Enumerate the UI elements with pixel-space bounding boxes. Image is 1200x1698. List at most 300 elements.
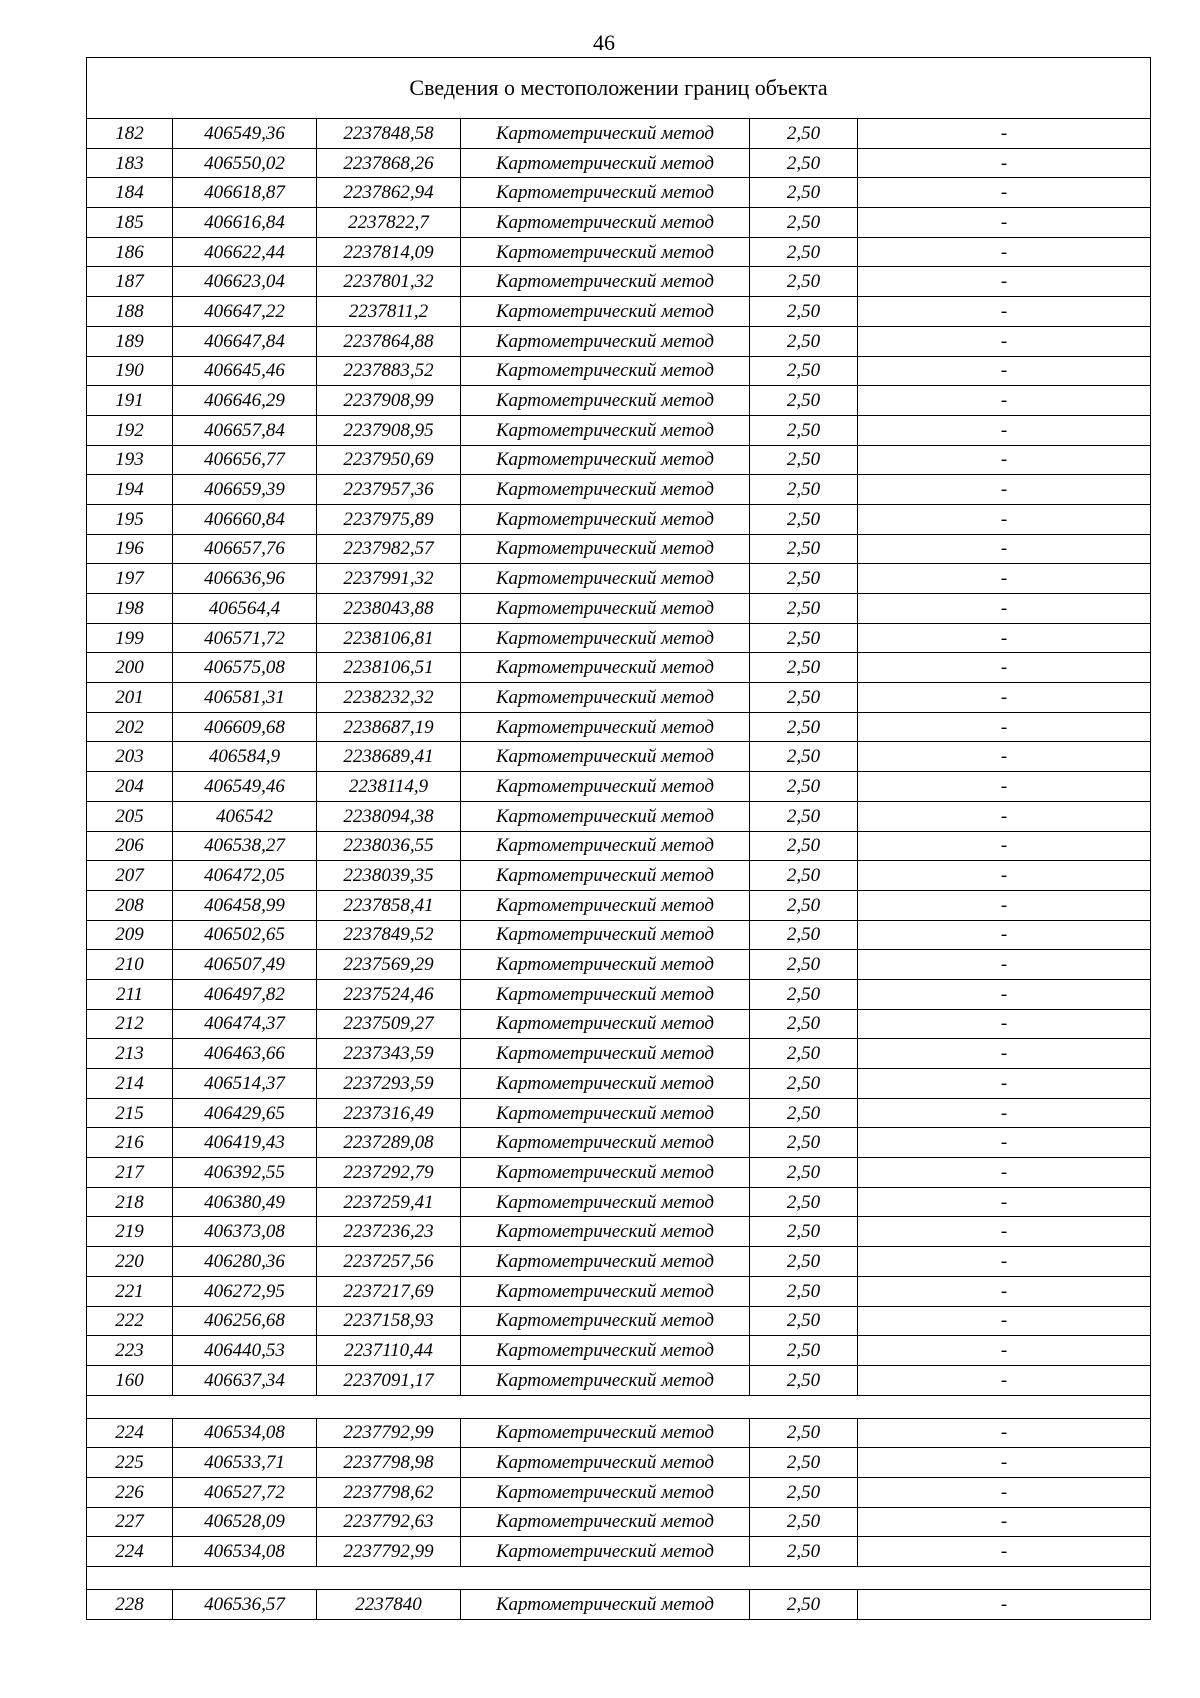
accuracy-cell: 2,50 bbox=[750, 920, 858, 950]
accuracy-cell: 2,50 bbox=[750, 237, 858, 267]
method-cell: Картометрический метод bbox=[461, 1306, 750, 1336]
description-cell: - bbox=[858, 1217, 1151, 1247]
point-number-cell: 224 bbox=[87, 1537, 173, 1567]
point-number-cell: 188 bbox=[87, 297, 173, 327]
point-number-cell: 206 bbox=[87, 831, 173, 861]
coordinate-y-cell: 2237814,09 bbox=[317, 237, 461, 267]
accuracy-cell: 2,50 bbox=[750, 1247, 858, 1277]
coordinate-y-cell: 2238039,35 bbox=[317, 861, 461, 891]
description-cell: - bbox=[858, 1365, 1151, 1395]
coordinate-y-cell: 2238232,32 bbox=[317, 683, 461, 713]
method-cell: Картометрический метод bbox=[461, 564, 750, 594]
table-row bbox=[87, 356, 1151, 386]
table-row bbox=[87, 979, 1151, 1009]
coordinate-x-cell: 406584,9 bbox=[173, 742, 317, 772]
table-row bbox=[87, 504, 1151, 534]
coordinate-x-cell: 406472,05 bbox=[173, 861, 317, 891]
accuracy-cell: 2,50 bbox=[750, 415, 858, 445]
table-row bbox=[87, 1247, 1151, 1277]
description-cell: - bbox=[858, 475, 1151, 505]
description-cell: - bbox=[858, 504, 1151, 534]
description-cell: - bbox=[858, 1336, 1151, 1366]
method-cell: Картометрический метод bbox=[461, 119, 750, 149]
coordinate-y-cell: 2237289,08 bbox=[317, 1128, 461, 1158]
method-cell: Картометрический метод bbox=[461, 683, 750, 713]
description-cell: - bbox=[858, 1158, 1151, 1188]
coordinate-y-cell: 2237798,98 bbox=[317, 1448, 461, 1478]
method-cell: Картометрический метод bbox=[461, 1187, 750, 1217]
coordinate-x-cell: 406609,68 bbox=[173, 712, 317, 742]
description-cell: - bbox=[858, 890, 1151, 920]
accuracy-cell: 2,50 bbox=[750, 267, 858, 297]
point-number-cell: 196 bbox=[87, 534, 173, 564]
table-row bbox=[87, 415, 1151, 445]
description-cell: - bbox=[858, 1187, 1151, 1217]
coordinate-y-cell: 2237343,59 bbox=[317, 1039, 461, 1069]
method-cell: Картометрический метод bbox=[461, 326, 750, 356]
coordinate-x-cell: 406497,82 bbox=[173, 979, 317, 1009]
coordinate-y-cell: 2237217,69 bbox=[317, 1276, 461, 1306]
point-number-cell: 184 bbox=[87, 178, 173, 208]
description-cell: - bbox=[858, 653, 1151, 683]
method-cell: Картометрический метод bbox=[461, 475, 750, 505]
separator-row bbox=[87, 1395, 1151, 1418]
coordinate-x-cell: 406527,72 bbox=[173, 1477, 317, 1507]
coordinate-x-cell: 406542 bbox=[173, 801, 317, 831]
point-number-cell: 204 bbox=[87, 772, 173, 802]
table-row bbox=[87, 1590, 1151, 1620]
method-cell: Картометрический метод bbox=[461, 1217, 750, 1247]
point-number-cell: 189 bbox=[87, 326, 173, 356]
coordinate-x-cell: 406419,43 bbox=[173, 1128, 317, 1158]
coordinate-x-cell: 406458,99 bbox=[173, 890, 317, 920]
method-cell: Картометрический метод bbox=[461, 534, 750, 564]
method-cell: Картометрический метод bbox=[461, 267, 750, 297]
method-cell: Картометрический метод bbox=[461, 920, 750, 950]
point-number-cell: 221 bbox=[87, 1276, 173, 1306]
description-cell: - bbox=[858, 119, 1151, 149]
coordinate-x-cell: 406637,34 bbox=[173, 1365, 317, 1395]
method-cell: Картометрический метод bbox=[461, 712, 750, 742]
point-number-cell: 226 bbox=[87, 1477, 173, 1507]
coordinate-y-cell: 2237292,79 bbox=[317, 1158, 461, 1188]
table-row bbox=[87, 326, 1151, 356]
method-cell: Картометрический метод bbox=[461, 445, 750, 475]
method-cell: Картометрический метод bbox=[461, 1537, 750, 1567]
coordinate-y-cell: 2237792,99 bbox=[317, 1537, 461, 1567]
description-cell: - bbox=[858, 564, 1151, 594]
point-number-cell: 197 bbox=[87, 564, 173, 594]
description-cell: - bbox=[858, 594, 1151, 624]
coordinate-y-cell: 2237883,52 bbox=[317, 356, 461, 386]
coordinate-y-cell: 2238036,55 bbox=[317, 831, 461, 861]
coordinate-y-cell: 2238687,19 bbox=[317, 712, 461, 742]
accuracy-cell: 2,50 bbox=[750, 979, 858, 1009]
table-row bbox=[87, 1306, 1151, 1336]
method-cell: Картометрический метод bbox=[461, 1128, 750, 1158]
description-cell: - bbox=[858, 683, 1151, 713]
coordinate-y-cell: 2237864,88 bbox=[317, 326, 461, 356]
table-row bbox=[87, 237, 1151, 267]
point-number-cell: 182 bbox=[87, 119, 173, 149]
coordinate-x-cell: 406533,71 bbox=[173, 1448, 317, 1478]
accuracy-cell: 2,50 bbox=[750, 1418, 858, 1448]
accuracy-cell: 2,50 bbox=[750, 386, 858, 416]
table-row bbox=[87, 1418, 1151, 1448]
description-cell: - bbox=[858, 1039, 1151, 1069]
description-cell: - bbox=[858, 1477, 1151, 1507]
accuracy-cell: 2,50 bbox=[750, 1069, 858, 1099]
table-row bbox=[87, 564, 1151, 594]
table-row bbox=[87, 623, 1151, 653]
coordinate-y-cell: 2237792,63 bbox=[317, 1507, 461, 1537]
table-row bbox=[87, 594, 1151, 624]
description-cell: - bbox=[858, 1069, 1151, 1099]
point-number-cell: 227 bbox=[87, 1507, 173, 1537]
point-number-cell: 183 bbox=[87, 148, 173, 178]
description-cell: - bbox=[858, 623, 1151, 653]
description-cell: - bbox=[858, 148, 1151, 178]
coordinate-y-cell: 2238106,51 bbox=[317, 653, 461, 683]
point-number-cell: 205 bbox=[87, 801, 173, 831]
table-title-row bbox=[87, 58, 1151, 119]
accuracy-cell: 2,50 bbox=[750, 1336, 858, 1366]
accuracy-cell: 2,50 bbox=[750, 178, 858, 208]
description-cell: - bbox=[858, 712, 1151, 742]
accuracy-cell: 2,50 bbox=[750, 950, 858, 980]
table-row bbox=[87, 1069, 1151, 1099]
coordinate-y-cell: 2237792,99 bbox=[317, 1418, 461, 1448]
coordinate-x-cell: 406280,36 bbox=[173, 1247, 317, 1277]
coordinate-x-cell: 406549,46 bbox=[173, 772, 317, 802]
table-row bbox=[87, 712, 1151, 742]
method-cell: Картометрический метод bbox=[461, 1590, 750, 1620]
point-number-cell: 228 bbox=[87, 1590, 173, 1620]
table-title: Сведения о местоположении границ объекта bbox=[87, 58, 1151, 119]
method-cell: Картометрический метод bbox=[461, 979, 750, 1009]
coordinate-y-cell: 2237868,26 bbox=[317, 148, 461, 178]
method-cell: Картометрический метод bbox=[461, 623, 750, 653]
method-cell: Картометрический метод bbox=[461, 950, 750, 980]
accuracy-cell: 2,50 bbox=[750, 208, 858, 238]
point-number-cell: 198 bbox=[87, 594, 173, 624]
method-cell: Картометрический метод bbox=[461, 861, 750, 891]
point-number-cell: 214 bbox=[87, 1069, 173, 1099]
accuracy-cell: 2,50 bbox=[750, 1217, 858, 1247]
coordinate-x-cell: 406534,08 bbox=[173, 1537, 317, 1567]
coordinate-x-cell: 406272,95 bbox=[173, 1276, 317, 1306]
accuracy-cell: 2,50 bbox=[750, 119, 858, 149]
coordinate-y-cell: 2237862,94 bbox=[317, 178, 461, 208]
table-row bbox=[87, 831, 1151, 861]
coordinate-x-cell: 406659,39 bbox=[173, 475, 317, 505]
table-row bbox=[87, 1187, 1151, 1217]
point-number-cell: 185 bbox=[87, 208, 173, 238]
table-row bbox=[87, 1158, 1151, 1188]
coordinate-x-cell: 406534,08 bbox=[173, 1418, 317, 1448]
accuracy-cell: 2,50 bbox=[750, 1477, 858, 1507]
point-number-cell: 224 bbox=[87, 1418, 173, 1448]
coordinate-x-cell: 406660,84 bbox=[173, 504, 317, 534]
table-row bbox=[87, 950, 1151, 980]
method-cell: Картометрический метод bbox=[461, 208, 750, 238]
table-row bbox=[87, 1448, 1151, 1478]
accuracy-cell: 2,50 bbox=[750, 1448, 858, 1478]
coordinate-x-cell: 406507,49 bbox=[173, 950, 317, 980]
table-row bbox=[87, 475, 1151, 505]
point-number-cell: 222 bbox=[87, 1306, 173, 1336]
point-number-cell: 208 bbox=[87, 890, 173, 920]
method-cell: Картометрический метод bbox=[461, 148, 750, 178]
table-row bbox=[87, 119, 1151, 149]
method-cell: Картометрический метод bbox=[461, 504, 750, 534]
table-row bbox=[87, 1336, 1151, 1366]
point-number-cell: 191 bbox=[87, 386, 173, 416]
coordinate-y-cell: 2237316,49 bbox=[317, 1098, 461, 1128]
table-row bbox=[87, 861, 1151, 891]
table-row bbox=[87, 653, 1151, 683]
description-cell: - bbox=[858, 950, 1151, 980]
separator-cell bbox=[87, 1567, 1151, 1590]
table-row bbox=[87, 1128, 1151, 1158]
description-cell: - bbox=[858, 920, 1151, 950]
description-cell: - bbox=[858, 831, 1151, 861]
coordinate-x-cell: 406616,84 bbox=[173, 208, 317, 238]
coordinate-x-cell: 406575,08 bbox=[173, 653, 317, 683]
method-cell: Картометрический метод bbox=[461, 1336, 750, 1366]
table-row bbox=[87, 801, 1151, 831]
coordinate-y-cell: 2237950,69 bbox=[317, 445, 461, 475]
coordinate-y-cell: 2238689,41 bbox=[317, 742, 461, 772]
coordinate-y-cell: 2237524,46 bbox=[317, 979, 461, 1009]
coordinate-x-cell: 406647,84 bbox=[173, 326, 317, 356]
description-cell: - bbox=[858, 297, 1151, 327]
description-cell: - bbox=[858, 1590, 1151, 1620]
coordinate-y-cell: 2237849,52 bbox=[317, 920, 461, 950]
coordinate-y-cell: 2237236,23 bbox=[317, 1217, 461, 1247]
coordinate-x-cell: 406549,36 bbox=[173, 119, 317, 149]
description-cell: - bbox=[858, 979, 1151, 1009]
coordinate-y-cell: 2237158,93 bbox=[317, 1306, 461, 1336]
point-number-cell: 186 bbox=[87, 237, 173, 267]
accuracy-cell: 2,50 bbox=[750, 1537, 858, 1567]
method-cell: Картометрический метод bbox=[461, 1365, 750, 1395]
method-cell: Картометрический метод bbox=[461, 237, 750, 267]
accuracy-cell: 2,50 bbox=[750, 1128, 858, 1158]
method-cell: Картометрический метод bbox=[461, 653, 750, 683]
separator-row bbox=[87, 1567, 1151, 1590]
point-number-cell: 211 bbox=[87, 979, 173, 1009]
accuracy-cell: 2,50 bbox=[750, 297, 858, 327]
table-row bbox=[87, 1477, 1151, 1507]
method-cell: Картометрический метод bbox=[461, 1009, 750, 1039]
point-number-cell: 207 bbox=[87, 861, 173, 891]
accuracy-cell: 2,50 bbox=[750, 861, 858, 891]
point-number-cell: 199 bbox=[87, 623, 173, 653]
coordinate-x-cell: 406514,37 bbox=[173, 1069, 317, 1099]
point-number-cell: 209 bbox=[87, 920, 173, 950]
point-number-cell: 225 bbox=[87, 1448, 173, 1478]
point-number-cell: 200 bbox=[87, 653, 173, 683]
method-cell: Картометрический метод bbox=[461, 1507, 750, 1537]
method-cell: Картометрический метод bbox=[461, 1477, 750, 1507]
table-row bbox=[87, 148, 1151, 178]
description-cell: - bbox=[858, 534, 1151, 564]
table-row bbox=[87, 1365, 1151, 1395]
coordinate-y-cell: 2237811,2 bbox=[317, 297, 461, 327]
coordinate-y-cell: 2237908,99 bbox=[317, 386, 461, 416]
description-cell: - bbox=[858, 861, 1151, 891]
description-cell: - bbox=[858, 1306, 1151, 1336]
accuracy-cell: 2,50 bbox=[750, 445, 858, 475]
accuracy-cell: 2,50 bbox=[750, 742, 858, 772]
table-row bbox=[87, 178, 1151, 208]
coordinate-x-cell: 406440,53 bbox=[173, 1336, 317, 1366]
table-row bbox=[87, 742, 1151, 772]
point-number-cell: 194 bbox=[87, 475, 173, 505]
method-cell: Картометрический метод bbox=[461, 1276, 750, 1306]
method-cell: Картометрический метод bbox=[461, 1069, 750, 1099]
method-cell: Картометрический метод bbox=[461, 415, 750, 445]
description-cell: - bbox=[858, 1128, 1151, 1158]
coordinate-x-cell: 406463,66 bbox=[173, 1039, 317, 1069]
coordinate-x-cell: 406256,68 bbox=[173, 1306, 317, 1336]
accuracy-cell: 2,50 bbox=[750, 326, 858, 356]
method-cell: Картометрический метод bbox=[461, 178, 750, 208]
table-row bbox=[87, 772, 1151, 802]
method-cell: Картометрический метод bbox=[461, 742, 750, 772]
coordinate-y-cell: 2237991,32 bbox=[317, 564, 461, 594]
point-number-cell: 187 bbox=[87, 267, 173, 297]
accuracy-cell: 2,50 bbox=[750, 504, 858, 534]
coordinate-y-cell: 2237509,27 bbox=[317, 1009, 461, 1039]
accuracy-cell: 2,50 bbox=[750, 564, 858, 594]
accuracy-cell: 2,50 bbox=[750, 1306, 858, 1336]
method-cell: Картометрический метод bbox=[461, 831, 750, 861]
coordinate-x-cell: 406528,09 bbox=[173, 1507, 317, 1537]
point-number-cell: 195 bbox=[87, 504, 173, 534]
accuracy-cell: 2,50 bbox=[750, 1590, 858, 1620]
point-number-cell: 210 bbox=[87, 950, 173, 980]
coordinate-x-cell: 406581,31 bbox=[173, 683, 317, 713]
accuracy-cell: 2,50 bbox=[750, 594, 858, 624]
coordinate-y-cell: 2237257,56 bbox=[317, 1247, 461, 1277]
method-cell: Картометрический метод bbox=[461, 297, 750, 327]
table-row bbox=[87, 267, 1151, 297]
boundary-coordinates-table bbox=[86, 57, 1151, 1620]
coordinate-x-cell: 406657,84 bbox=[173, 415, 317, 445]
coordinate-y-cell: 2237848,58 bbox=[317, 119, 461, 149]
coordinate-x-cell: 406657,76 bbox=[173, 534, 317, 564]
description-cell: - bbox=[858, 1276, 1151, 1306]
coordinate-y-cell: 2237798,62 bbox=[317, 1477, 461, 1507]
table-row bbox=[87, 534, 1151, 564]
coordinate-y-cell: 2237110,44 bbox=[317, 1336, 461, 1366]
table-row bbox=[87, 208, 1151, 238]
description-cell: - bbox=[858, 801, 1151, 831]
table-row bbox=[87, 1276, 1151, 1306]
point-number-cell: 160 bbox=[87, 1365, 173, 1395]
accuracy-cell: 2,50 bbox=[750, 772, 858, 802]
accuracy-cell: 2,50 bbox=[750, 534, 858, 564]
table-row bbox=[87, 1098, 1151, 1128]
point-number-cell: 201 bbox=[87, 683, 173, 713]
description-cell: - bbox=[858, 415, 1151, 445]
coordinate-x-cell: 406538,27 bbox=[173, 831, 317, 861]
point-number-cell: 219 bbox=[87, 1217, 173, 1247]
coordinate-y-cell: 2238114,9 bbox=[317, 772, 461, 802]
coordinate-x-cell: 406647,22 bbox=[173, 297, 317, 327]
coordinate-x-cell: 406636,96 bbox=[173, 564, 317, 594]
method-cell: Картометрический метод bbox=[461, 1039, 750, 1069]
point-number-cell: 217 bbox=[87, 1158, 173, 1188]
coordinate-y-cell: 2237259,41 bbox=[317, 1187, 461, 1217]
method-cell: Картометрический метод bbox=[461, 1158, 750, 1188]
description-cell: - bbox=[858, 237, 1151, 267]
method-cell: Картометрический метод bbox=[461, 356, 750, 386]
table-row bbox=[87, 1009, 1151, 1039]
method-cell: Картометрический метод bbox=[461, 801, 750, 831]
coordinate-y-cell: 2237801,32 bbox=[317, 267, 461, 297]
description-cell: - bbox=[858, 1537, 1151, 1567]
description-cell: - bbox=[858, 1507, 1151, 1537]
coordinate-y-cell: 2237091,17 bbox=[317, 1365, 461, 1395]
accuracy-cell: 2,50 bbox=[750, 148, 858, 178]
point-number-cell: 192 bbox=[87, 415, 173, 445]
table-row bbox=[87, 890, 1151, 920]
point-number-cell: 213 bbox=[87, 1039, 173, 1069]
table-row bbox=[87, 1537, 1151, 1567]
coordinate-x-cell: 406571,72 bbox=[173, 623, 317, 653]
accuracy-cell: 2,50 bbox=[750, 1187, 858, 1217]
coordinate-x-cell: 406392,55 bbox=[173, 1158, 317, 1188]
coordinate-y-cell: 2237569,29 bbox=[317, 950, 461, 980]
page-number: 46 bbox=[593, 30, 615, 55]
coordinate-y-cell: 2238043,88 bbox=[317, 594, 461, 624]
accuracy-cell: 2,50 bbox=[750, 623, 858, 653]
coordinate-x-cell: 406623,04 bbox=[173, 267, 317, 297]
accuracy-cell: 2,50 bbox=[750, 1365, 858, 1395]
accuracy-cell: 2,50 bbox=[750, 831, 858, 861]
method-cell: Картометрический метод bbox=[461, 1247, 750, 1277]
coordinate-y-cell: 2238094,38 bbox=[317, 801, 461, 831]
accuracy-cell: 2,50 bbox=[750, 1507, 858, 1537]
point-number-cell: 220 bbox=[87, 1247, 173, 1277]
description-cell: - bbox=[858, 208, 1151, 238]
coordinate-x-cell: 406380,49 bbox=[173, 1187, 317, 1217]
method-cell: Картометрический метод bbox=[461, 1098, 750, 1128]
table-row bbox=[87, 386, 1151, 416]
description-cell: - bbox=[858, 386, 1151, 416]
coordinate-y-cell: 2237840 bbox=[317, 1590, 461, 1620]
coordinate-y-cell: 2237957,36 bbox=[317, 475, 461, 505]
coordinate-y-cell: 2238106,81 bbox=[317, 623, 461, 653]
point-number-cell: 203 bbox=[87, 742, 173, 772]
accuracy-cell: 2,50 bbox=[750, 1276, 858, 1306]
coordinate-x-cell: 406502,65 bbox=[173, 920, 317, 950]
description-cell: - bbox=[858, 326, 1151, 356]
method-cell: Картометрический метод bbox=[461, 1448, 750, 1478]
coordinate-x-cell: 406550,02 bbox=[173, 148, 317, 178]
coordinate-y-cell: 2237858,41 bbox=[317, 890, 461, 920]
coordinate-y-cell: 2237982,57 bbox=[317, 534, 461, 564]
accuracy-cell: 2,50 bbox=[750, 890, 858, 920]
coordinate-x-cell: 406564,4 bbox=[173, 594, 317, 624]
table-row bbox=[87, 683, 1151, 713]
coordinate-y-cell: 2237908,95 bbox=[317, 415, 461, 445]
coordinate-x-cell: 406645,46 bbox=[173, 356, 317, 386]
description-cell: - bbox=[858, 178, 1151, 208]
